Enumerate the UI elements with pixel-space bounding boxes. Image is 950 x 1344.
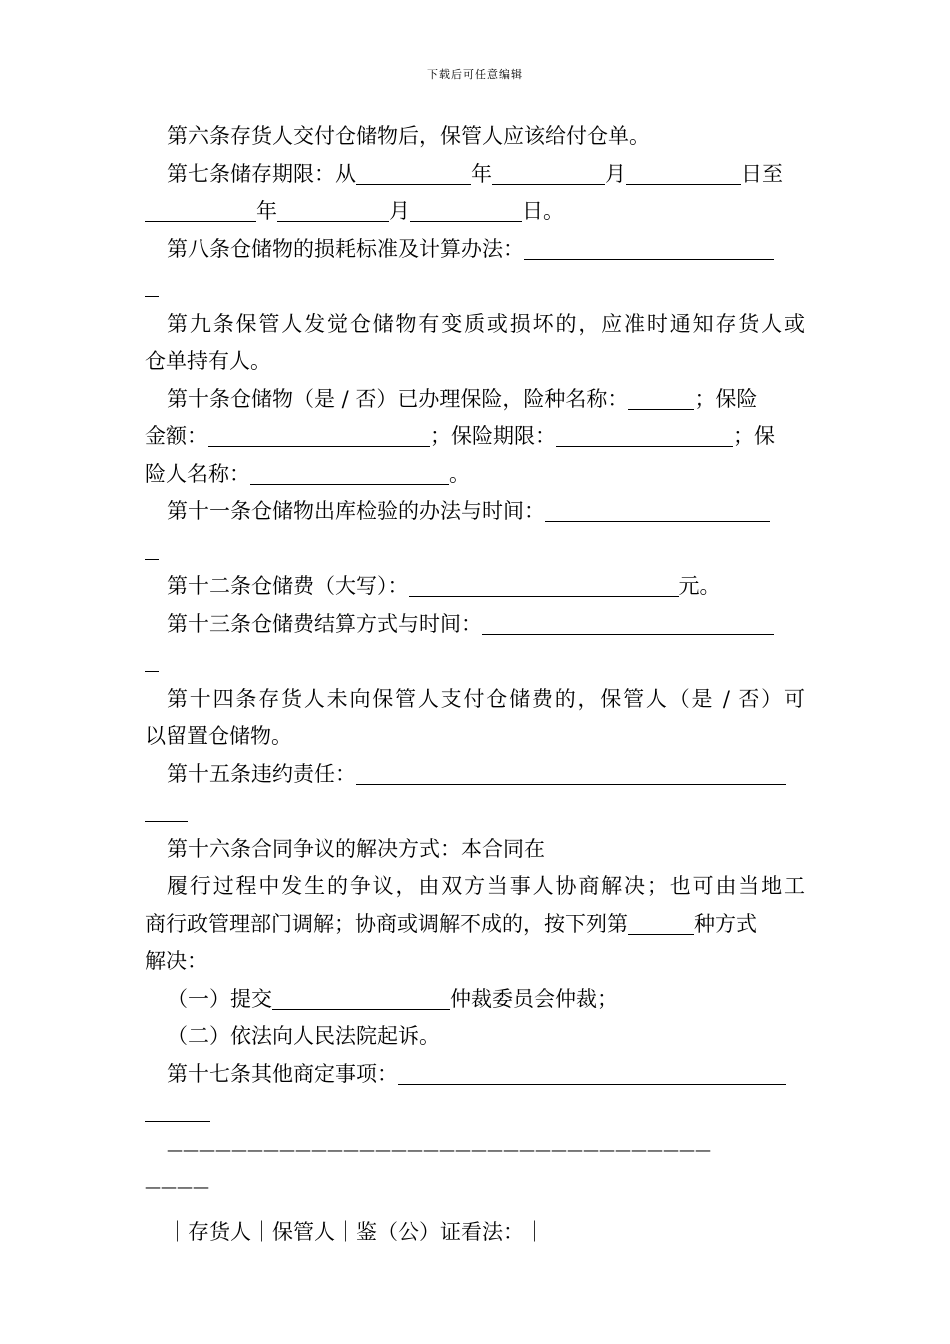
article-11-cont (145, 531, 805, 569)
article-12-text: 第十二条仓储费（大写）： (167, 574, 409, 598)
article-14-text: 第十四条存货人未向保管人支付仓储费的，保管人（是 / 否）可 (167, 686, 805, 711)
other-matters-blank[interactable] (398, 1062, 786, 1085)
article-10 (145, 381, 805, 419)
article-16-text-cont: 履行过程中发生的争议，由双方当事人协商解决；也可由当地工 (167, 874, 805, 898)
year-label: 年 (256, 199, 277, 223)
separator-dash-text-cont: ———— (145, 1177, 209, 1196)
article-13-text: 第十三条仓储费结算方式与时间： (167, 611, 482, 636)
liability-blank-cont[interactable] (145, 799, 188, 822)
start-day-blank[interactable] (626, 162, 741, 185)
insurance-type-blank[interactable] (628, 387, 694, 410)
month-label: 月 (605, 161, 626, 186)
amount-label: 金额： (145, 424, 208, 448)
article-6-text: 第六条存货人交付仓储物后，保管人应该给付仓单。 (167, 124, 650, 148)
start-year-blank[interactable] (356, 162, 471, 185)
document-body (145, 118, 805, 1251)
article-16-cont3 (145, 943, 805, 981)
end-day-blank[interactable] (410, 199, 522, 222)
article-14 (145, 681, 805, 719)
article-16-cont (145, 868, 805, 906)
arbitration-committee-blank[interactable] (272, 987, 450, 1010)
article-12 (145, 568, 805, 606)
settlement-method-blank[interactable] (482, 612, 774, 635)
option-1 (145, 981, 805, 1019)
insurance-period-blank[interactable] (556, 424, 733, 447)
article-10-text: 第十条仓储物（是 / 否）已办理保险，险种名称： (167, 386, 629, 411)
option-2-text: （二）依法向人民法院起诉。 (167, 1024, 440, 1048)
article-16 (145, 831, 805, 869)
article-6 (145, 118, 805, 156)
insurance-amount-blank[interactable] (208, 424, 430, 447)
loss-standard-blank-cont[interactable] (145, 274, 159, 297)
article-11-text: 第十一条仓储物出库检验的办法与时间： (167, 499, 545, 523)
option-1-text: 仲裁委员会仲裁； (450, 986, 618, 1011)
insurer-name-blank[interactable] (250, 462, 449, 485)
option-2 (145, 1018, 805, 1056)
article-17-cont (145, 1093, 805, 1131)
article-7-cont (145, 193, 805, 231)
other-matters-blank-cont[interactable] (145, 1099, 210, 1122)
day-to-label: 日至 (741, 161, 783, 186)
separator-dashes (145, 1131, 805, 1169)
day-label: 日。 (522, 199, 564, 223)
insurance-label: ；保险 (694, 386, 758, 411)
insurer-name-label: 险人名称： (145, 461, 250, 486)
inspection-method-blank[interactable] (545, 499, 770, 522)
end-month-blank[interactable] (277, 199, 389, 222)
article-8 (145, 231, 805, 269)
loss-standard-blank[interactable] (524, 237, 774, 260)
article-16-cont2 (145, 906, 805, 944)
start-month-blank[interactable] (492, 162, 605, 185)
article-8-text: 第八条仓储物的损耗标准及计算办法： (167, 236, 524, 261)
page-header: 下载后可任意编辑 (427, 68, 523, 81)
article-9 (145, 306, 805, 344)
article-16-text: 第十六条合同争议的解决方式：本合同在 (167, 836, 545, 861)
article-9-cont (145, 343, 805, 381)
article-9-text-cont: 仓单持有人。 (145, 349, 271, 373)
insurer-label-start: ；保 (733, 424, 775, 448)
article-17-text: 第十七条其他商定事项： (167, 1061, 398, 1086)
article-14-cont (145, 718, 805, 756)
article-16-option-text: 商行政管理部门调解；协商或调解不成的，按下列第 (145, 911, 628, 936)
storage-fee-blank[interactable] (409, 574, 679, 597)
period-mark: 。 (449, 461, 470, 486)
signature-table-header (145, 1214, 805, 1252)
inspection-method-blank-cont[interactable] (145, 537, 159, 560)
insurance-period-label: ；保险期限： (430, 424, 556, 448)
liability-blank[interactable] (356, 762, 786, 785)
yuan-label: 元。 (678, 574, 721, 598)
article-15-text: 第十五条违约责任： (167, 761, 356, 786)
settlement-method-blank-cont[interactable] (145, 649, 159, 672)
article-10-cont (145, 418, 805, 456)
separator-dash-text: —————————————————————————————————— (167, 1139, 711, 1159)
article-7 (145, 156, 805, 194)
method-label: 种方式 (694, 911, 757, 936)
article-8-cont (145, 268, 805, 306)
signature-table-text: ｜存货人｜保管人｜鉴（公）证看法：｜ (167, 1219, 545, 1244)
article-17 (145, 1056, 805, 1094)
article-10-cont2 (145, 456, 805, 494)
article-11 (145, 493, 805, 531)
article-9-text: 第九条保管人发觉仓储物有变质或损坏的，应准时通知存货人或 (167, 311, 805, 336)
article-14-text-cont: 以留置仓储物。 (145, 724, 292, 748)
year-label: 年 (471, 161, 492, 186)
month-label: 月 (389, 199, 410, 223)
article-13-cont (145, 643, 805, 681)
article-15 (145, 756, 805, 794)
article-15-cont (145, 793, 805, 831)
article-7-label: 第七条储存期限：从 (167, 161, 356, 186)
option-1-label: （一）提交 (167, 986, 272, 1011)
end-year-blank[interactable] (145, 199, 256, 222)
separator-dashes-cont (145, 1168, 805, 1206)
article-13 (145, 606, 805, 644)
dispute-option-blank[interactable] (628, 912, 694, 935)
article-16-resolve-label: 解决： (145, 949, 208, 973)
